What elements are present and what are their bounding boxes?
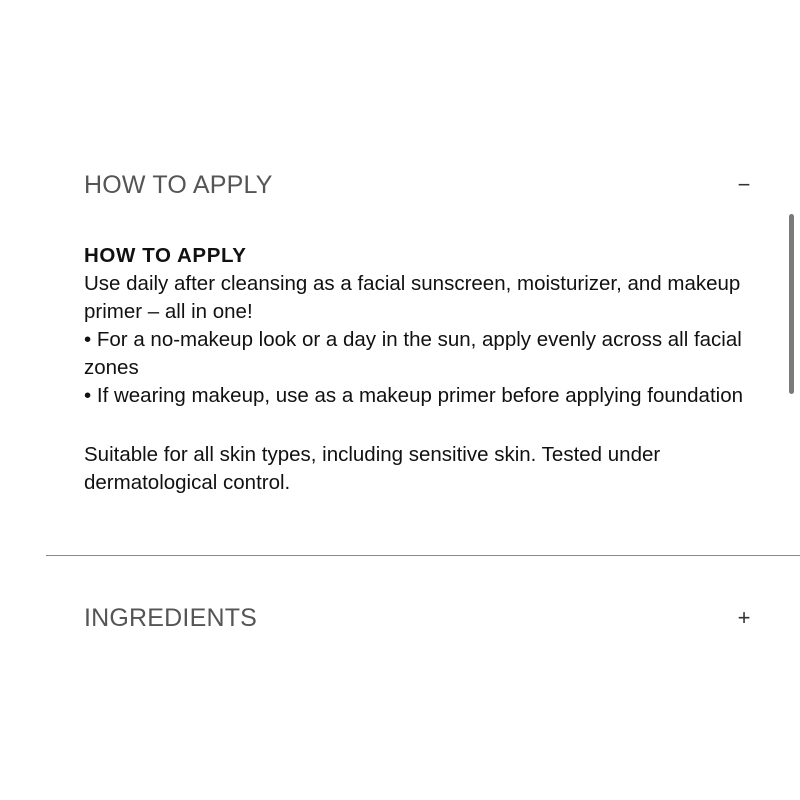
bullet-item: • For a no-makeup look or a day in the sun, apply evenly across all facial zones bbox=[84, 328, 742, 379]
section-divider bbox=[46, 555, 800, 556]
how-to-apply-panel bbox=[84, 240, 774, 497]
paragraph-spacer bbox=[84, 410, 774, 441]
ingredients-title: INGREDIENTS bbox=[84, 603, 258, 632]
how-to-apply-header[interactable] bbox=[84, 166, 754, 204]
plus-icon[interactable]: + bbox=[737, 605, 751, 630]
minus-icon[interactable]: − bbox=[737, 172, 751, 197]
panel-note: Suitable for all skin types, including sensitive skin. Tested under dermatological control. bbox=[84, 443, 661, 494]
how-to-apply-title: HOW TO APPLY bbox=[84, 170, 273, 199]
panel-intro: Use daily after cleansing as a facial sunscreen, moisturizer, and makeup primer – all in one! bbox=[84, 272, 741, 323]
ingredients-header[interactable] bbox=[84, 598, 754, 638]
bullet-item: • If wearing makeup, use as a makeup primer before applying foundation bbox=[84, 384, 744, 407]
panel-heading: HOW TO APPLY bbox=[84, 244, 247, 267]
scrollbar-thumb[interactable] bbox=[789, 214, 794, 394]
